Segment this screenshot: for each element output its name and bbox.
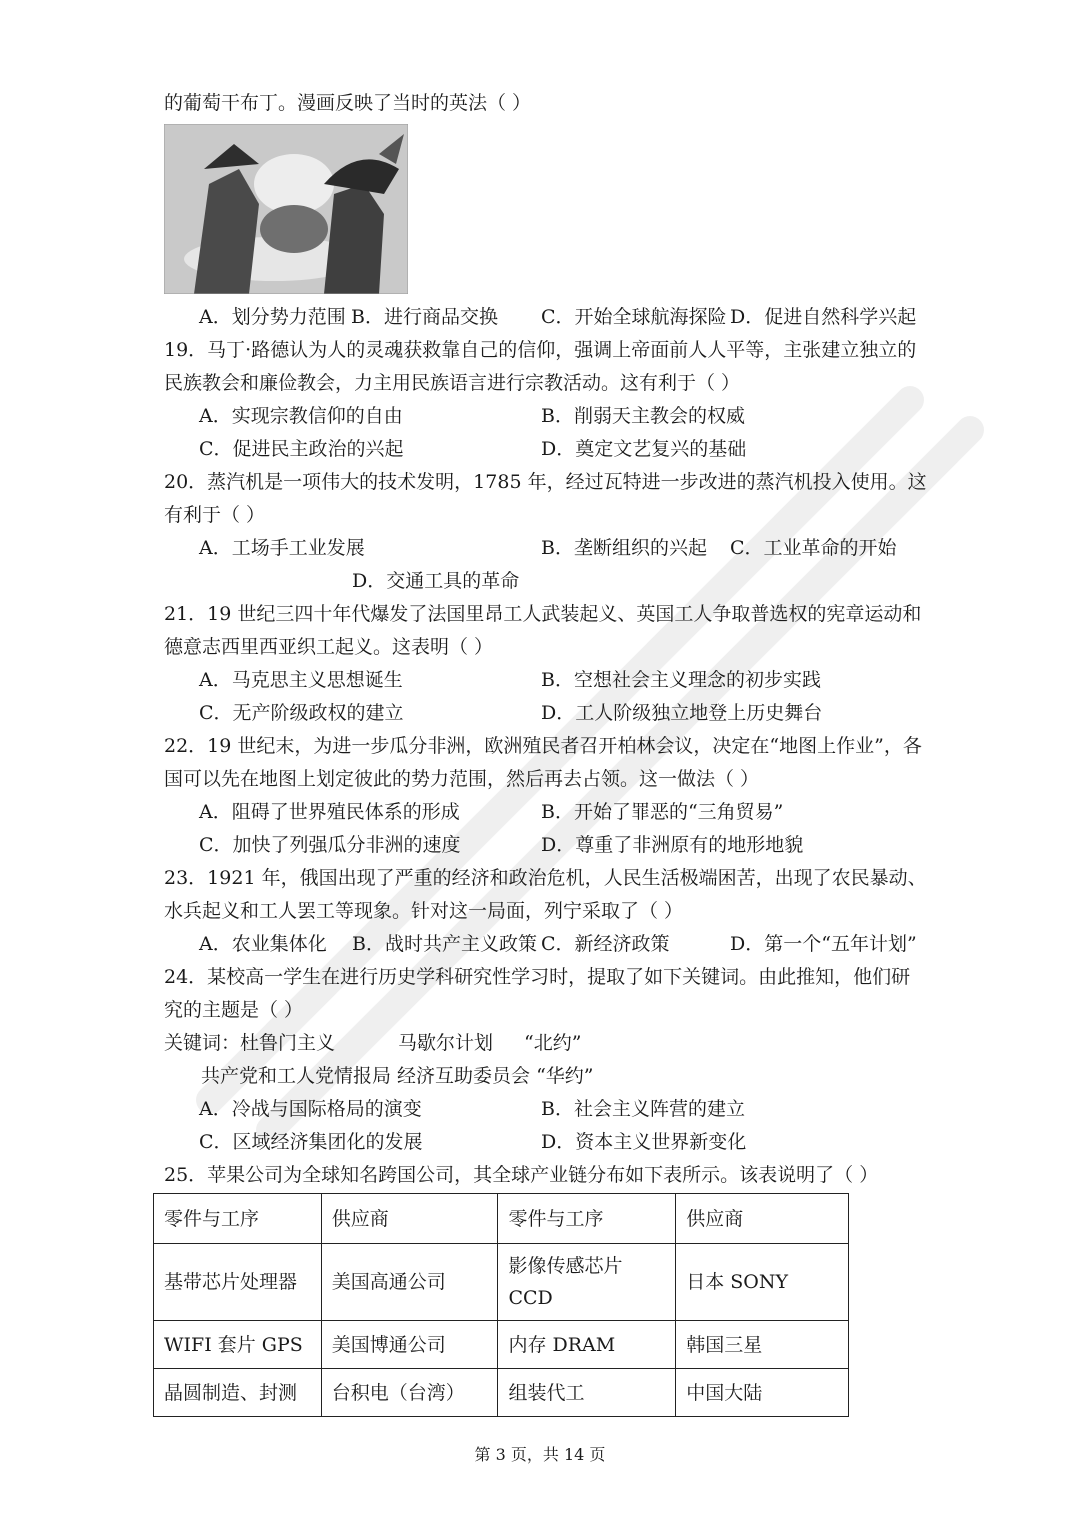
q25-stem: 25．苹果公司为全球知名跨国公司，其全球产业链分布如下表所示。该表说明了（ ） — [164, 1164, 879, 1186]
q20-option-b: B．垄断组织的兴起 — [541, 537, 707, 559]
q23-option-c: C．新经济政策 — [541, 933, 670, 955]
q19-stem-line1: 19．马丁·路德认为人的灵魂获救靠自己的信仰，强调上帝面前人人平等，主张建立独立的 — [164, 339, 917, 361]
supply-chain-table — [153, 1193, 849, 1417]
q20-option-d: D．交通工具的革命 — [352, 570, 520, 592]
table-cell: 影像传感芯片 CCD — [498, 1244, 676, 1321]
q24-option-a: A．冷战与国际格局的演变 — [199, 1098, 422, 1120]
q18-option-c: C．开始全球航海探险 — [541, 306, 727, 328]
table-header-cell: 零件与工序 — [154, 1194, 322, 1244]
q18-option-d: D．促进自然科学兴起 — [730, 306, 917, 328]
q24-keyword-marshall: 马歇尔计划 — [398, 1032, 494, 1054]
q19-option-b: B．削弱天主教会的权威 — [541, 405, 745, 427]
q23-option-b: B．战时共产主义政策 — [352, 933, 537, 955]
page-footer: 第 3 页，共 14 页 — [474, 1445, 606, 1464]
q19-option-a: A．实现宗教信仰的自由 — [199, 405, 403, 427]
q24-option-d: D．资本主义世界新变化 — [541, 1131, 747, 1153]
q18-option-a: A．划分势力范围 — [199, 306, 346, 328]
q23-option-d: D．第一个“五年计划” — [730, 933, 917, 955]
q21-option-d: D．工人阶级独立地登上历史舞台 — [541, 702, 823, 724]
q22-stem-line2: 国可以先在地图上划定彼此的势力范围，然后再去占领。这一做法（ ） — [164, 768, 760, 790]
q22-option-a: A．阻碍了世界殖民体系的形成 — [199, 801, 460, 823]
q22-option-d: D．尊重了非洲原有的地形地貌 — [541, 834, 804, 856]
table-row — [154, 1321, 849, 1369]
q22-stem-line1: 22．19 世纪末，为进一步瓜分非洲，欧洲殖民者召开柏林会议，决定在“地图上作业”，各 — [164, 735, 922, 757]
table-header-cell: 供应商 — [676, 1194, 849, 1244]
table-cell: 韩国三星 — [676, 1321, 849, 1369]
table-row — [154, 1244, 849, 1321]
q24-stem-line1: 24．某校高一学生在进行历史学科研究性学习时，提取了如下关键词。由此推知，他们研 — [164, 966, 911, 988]
q21-stem-line2: 德意志西里西亚织工起义。这表明（ ） — [164, 636, 494, 658]
table-cell: 美国高通公司 — [321, 1244, 498, 1321]
table-row — [154, 1369, 849, 1417]
table-header-row — [154, 1194, 849, 1244]
q19-option-d: D．奠定文艺复兴的基础 — [541, 438, 747, 460]
table-cell: 内存 DRAM — [498, 1321, 676, 1369]
table-cell: 美国博通公司 — [321, 1321, 498, 1369]
q22-option-c: C．加快了列强瓜分非洲的速度 — [199, 834, 461, 856]
cartoon-illustration — [164, 124, 408, 294]
table-cell: WIFI 套片 GPS — [154, 1321, 322, 1369]
table-header-cell: 供应商 — [321, 1194, 498, 1244]
q19-option-c: C．促进民主政治的兴起 — [199, 438, 404, 460]
q20-stem-line1: 20．蒸汽机是一项伟大的技术发明，1785 年，经过瓦特进一步改进的蒸汽机投入使用。这 — [164, 471, 927, 493]
q24-keywords-label: 关键词：杜鲁门主义 — [164, 1032, 336, 1054]
q20-option-c: C．工业革命的开始 — [730, 537, 897, 559]
table-cell: 中国大陆 — [676, 1369, 849, 1417]
q24-keywords-line2: 共产党和工人党情报局 经济互助委员会 “华约” — [201, 1065, 594, 1087]
q24-option-c: C．区域经济集团化的发展 — [199, 1131, 423, 1153]
q21-option-a: A．马克思主义思想诞生 — [199, 669, 403, 691]
q24-option-b: B．社会主义阵营的建立 — [541, 1098, 745, 1120]
q20-option-a: A．工场手工业发展 — [199, 537, 365, 559]
q22-option-b: B．开始了罪恶的“三角贸易” — [541, 801, 784, 823]
table-cell: 日本 SONY — [676, 1244, 849, 1321]
q19-stem-line2: 民族教会和廉俭教会，力主用民族语言进行宗教活动。这有利于（ ） — [164, 372, 741, 394]
q21-option-c: C．无产阶级政权的建立 — [199, 702, 404, 724]
q18-option-b: B．进行商品交换 — [351, 306, 498, 328]
table-header-cell: 零件与工序 — [498, 1194, 676, 1244]
q23-stem-line2: 水兵起义和工人罢工等现象。针对这一局面，列宁采取了（ ） — [164, 900, 684, 922]
cartoon-image — [164, 124, 408, 294]
table-cell: 组装代工 — [498, 1369, 676, 1417]
q24-keyword-nato: “北约” — [524, 1032, 582, 1054]
q21-stem-line1: 21．19 世纪三四十年代爆发了法国里昂工人武装起义、英国工人争取普选权的宪章运动和 — [164, 603, 922, 625]
table-cell: 台积电（台湾） — [321, 1369, 498, 1417]
table-cell: 基带芯片处理器 — [154, 1244, 322, 1321]
q24-stem-line2: 究的主题是（ ） — [164, 999, 304, 1021]
q23-stem-line1: 23．1921 年，俄国出现了严重的经济和政治危机，人民生活极端困苦，出现了农民暴动、 — [164, 867, 927, 889]
q20-stem-line2: 有利于（ ） — [164, 504, 266, 526]
q18-stem: 的葡萄干布丁。漫画反映了当时的英法（ ） — [164, 92, 532, 114]
table-cell: 晶圆制造、封测 — [154, 1369, 322, 1417]
q23-option-a: A．农业集体化 — [199, 933, 327, 955]
q21-option-b: B．空想社会主义理念的初步实践 — [541, 669, 821, 691]
